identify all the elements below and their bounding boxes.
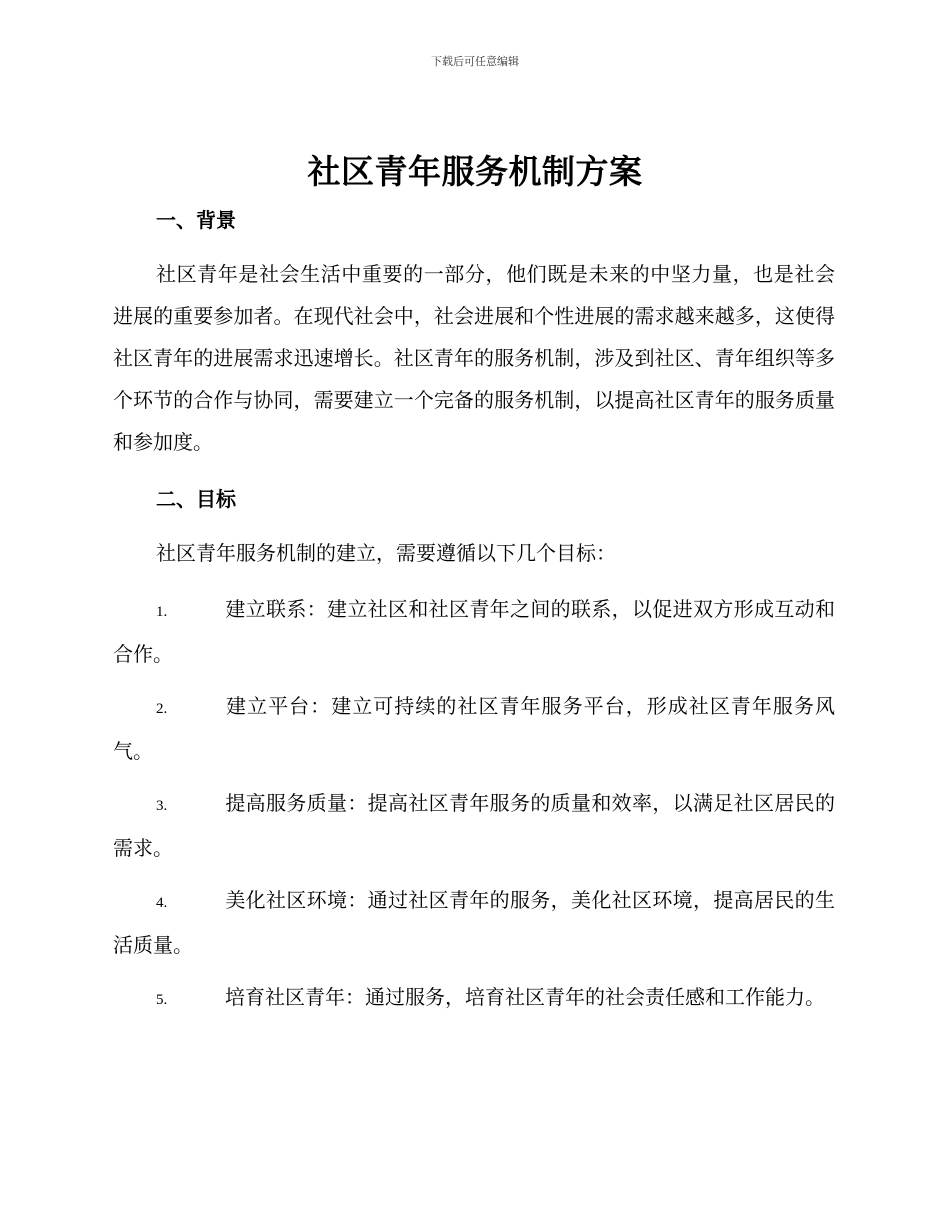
list-item-number: 5.	[156, 992, 168, 1008]
page-header-note: 下载后可任意编辑	[431, 55, 519, 68]
goals-intro: 社区青年服务机制的建立，需要遵循以下几个目标：	[156, 541, 616, 565]
list-item-text: 培育社区青年：通过服务，培育社区青年的社会责任感和工作能力。	[225, 985, 825, 1009]
list-item	[113, 976, 835, 1021]
background-paragraph: 社区青年是社会生活中重要的一部分，他们既是未来的中坚力量，也是社会进展的重要参加者。在现代社会中，社会进展和个性进展的需求越来越多，这使得社区青年的进展需求迅速增长。社区青年的服务机制，涉及到社区、青年组织等多个环节的合作与协同，需要建立一个完备的服务机制，以提高社区青年的服务质量和参加度。	[113, 262, 835, 454]
list-item-text: 提高服务质量：提高社区青年服务的质量和效率，以满足社区居民的需求。	[113, 791, 835, 860]
section-heading-goals: 二、目标	[156, 487, 236, 511]
list-item	[113, 782, 835, 869]
list-item-number: 3.	[156, 798, 168, 814]
list-item-number: 2.	[156, 701, 168, 717]
list-item	[113, 588, 835, 675]
list-item-number: 4.	[156, 895, 168, 911]
list-item-text: 建立联系：建立社区和社区青年之间的联系，以促进双方形成互动和合作。	[113, 597, 835, 666]
list-item-text: 美化社区环境：通过社区青年的服务，美化社区环境，提高居民的生活质量。	[113, 888, 835, 957]
list-item	[113, 879, 835, 966]
list-item-number: 1.	[156, 604, 168, 620]
document-title: 社区青年服务机制方案	[307, 152, 643, 191]
list-item	[113, 685, 835, 772]
list-item-text: 建立平台：建立可持续的社区青年服务平台，形成社区青年服务风气。	[113, 694, 835, 763]
section-heading-background: 一、背景	[156, 208, 236, 232]
